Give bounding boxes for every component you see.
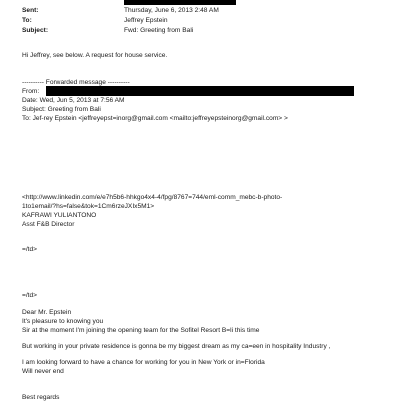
fwd-subject: Subject: Greeting from Bali — [22, 106, 101, 113]
td-close-1: =/td> — [22, 246, 38, 253]
redaction-bar-top — [124, 0, 236, 5]
sender-name: KAFRAWI YULIANTONO — [22, 212, 97, 219]
sent-label: Sent: — [22, 7, 39, 14]
linkedin-link-line1[interactable]: <http://www.linkedin.com/e/e7h5b6-hhkgo4x4-4/fpg/8767=744/eml-comm_mebc-b-photo- — [22, 194, 283, 201]
closing: Best regards — [22, 394, 60, 401]
para2: But working in your private residence is gonna be my biggest dream as my ca=een in hospitality Industry , — [22, 343, 331, 350]
para3-line2: Will never end — [22, 368, 64, 375]
para1-line1: It's pleasure to knowing you — [22, 318, 104, 325]
linkedin-link-line2[interactable]: 1to1email/?hs=false&tok=1Cm6rzeJXIx5M1> — [22, 203, 155, 210]
fwd-to: To: Jef-rey Epstein <jeffreyepst=inorg@gmail.com <mailto:jeffreyepsteinorg@gmail.com> > — [22, 115, 288, 122]
fwd-date: Date: Wed, Jun 5, 2013 at 7:56 AM — [22, 97, 125, 104]
td-close-2: =/td> — [22, 292, 38, 299]
fwd-from-label: From: — [22, 88, 40, 95]
greeting: Dear Mr. Epstein — [22, 309, 72, 316]
to-value: Jeffrey Epstein — [124, 17, 168, 24]
para1-line2: Sir at the moment I'm joining the opening team for the Sofitel Resort B=li this time — [22, 327, 260, 334]
forwarded-marker: ---------- Forwarded message ---------- — [22, 79, 130, 86]
subject-value: Fwd: Greeting from Bali — [124, 27, 194, 34]
intro-line: Hi Jeffrey, see below. A request for house service. — [22, 52, 168, 59]
sent-value: Thursday, June 6, 2013 2:48 AM — [124, 7, 219, 14]
redaction-bar-from — [46, 86, 354, 96]
to-label: To: — [22, 17, 32, 24]
para3-line1: I am looking forward to have a chance for working for you in New York or in=Florida — [22, 359, 265, 366]
sender-title: Asst F&B Director — [22, 221, 75, 228]
subject-label: Subject: — [22, 27, 49, 34]
